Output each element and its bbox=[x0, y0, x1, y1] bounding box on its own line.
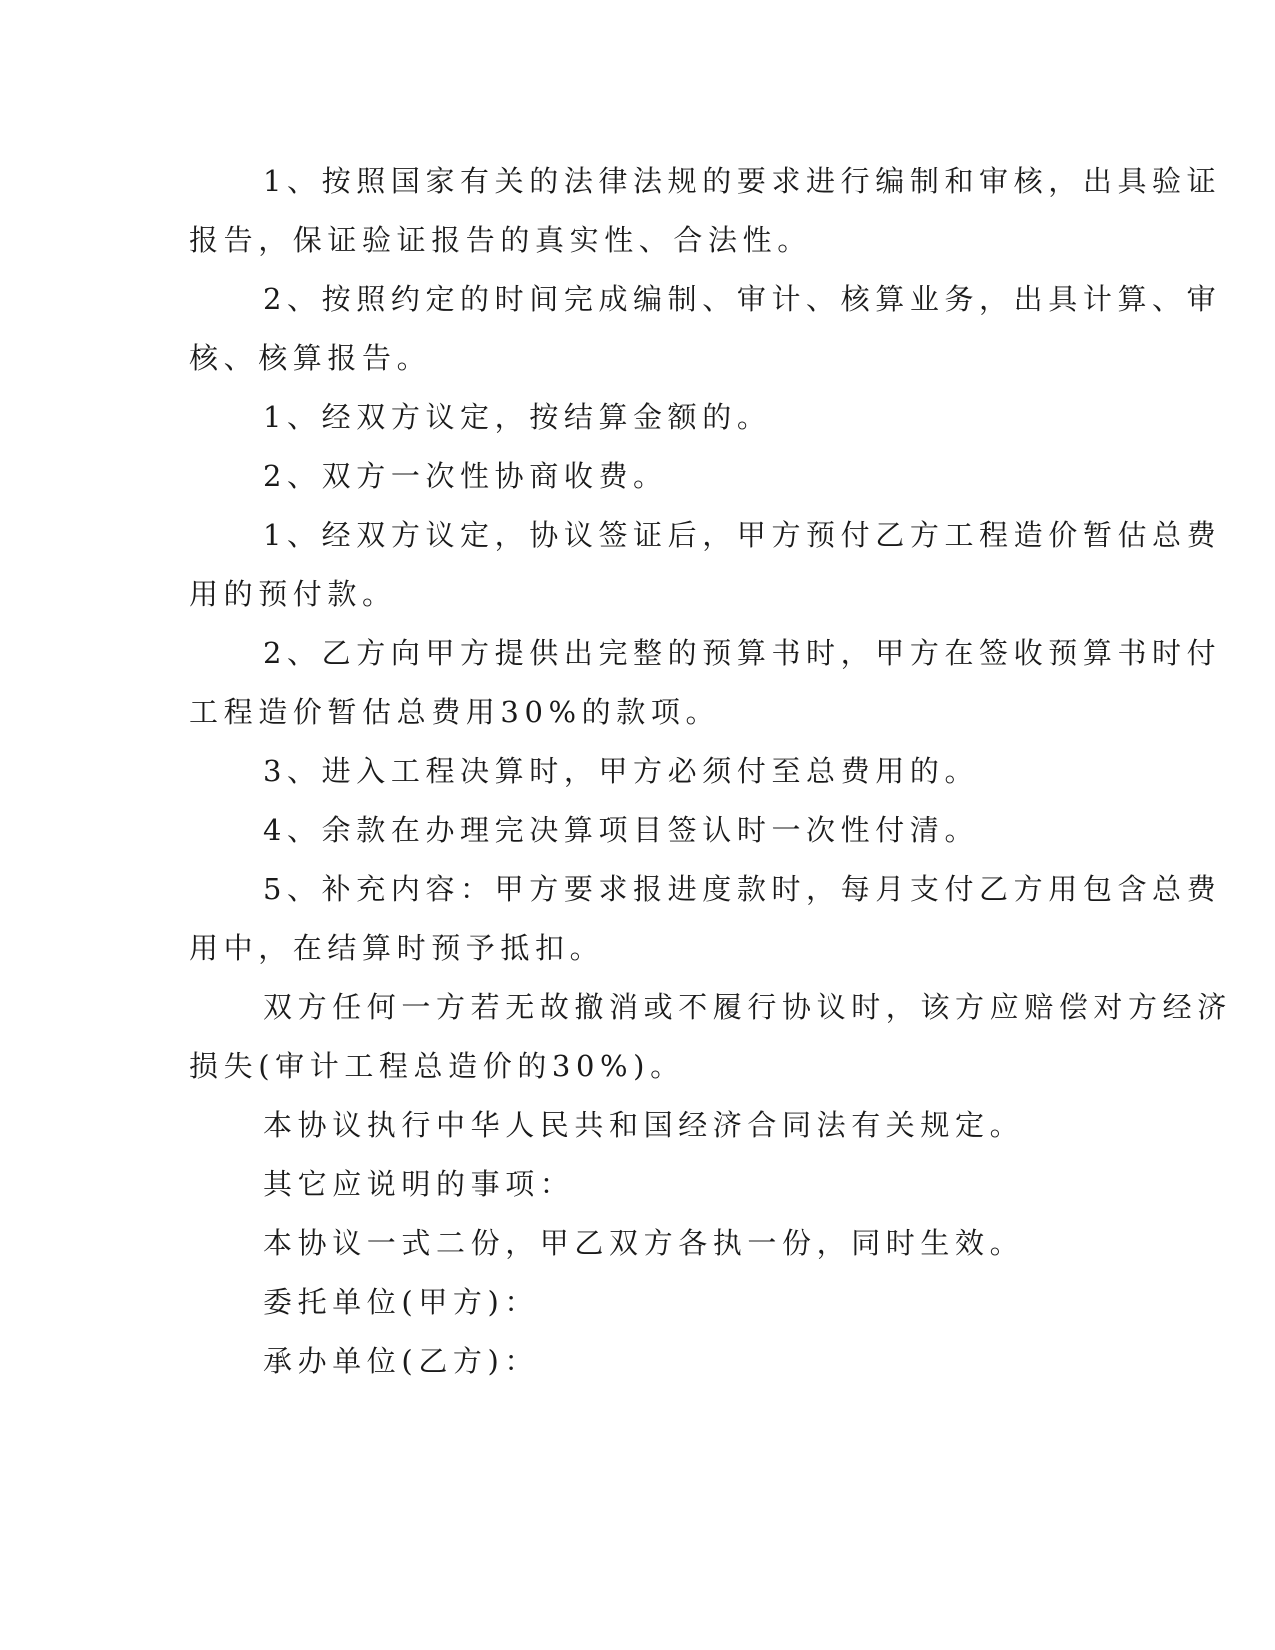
paragraph-6-line-1: 2、乙方向甲方提供出完整的预算书时，甲方在签收预算书时付 bbox=[263, 636, 1222, 670]
paragraph-13: 本协议一式二份，甲乙双方各执一份，同时生效。 bbox=[263, 1226, 1025, 1260]
paragraph-6-line-2: 工程造价暂估总费用30%的款项。 bbox=[189, 695, 721, 729]
party-a-label: 委托单位(甲方)： bbox=[263, 1285, 540, 1319]
paragraph-9-line-2: 用中，在结算时预予抵扣。 bbox=[189, 931, 605, 965]
paragraph-11: 本协议执行中华人民共和国经济合同法有关规定。 bbox=[263, 1108, 1025, 1142]
party-b-label: 承办单位(乙方)： bbox=[263, 1344, 540, 1378]
paragraph-1-line-2: 报告，保证验证报告的真实性、合法性。 bbox=[189, 223, 812, 257]
paragraph-12: 其它应说明的事项： bbox=[263, 1167, 575, 1201]
paragraph-1-line-1: 1、按照国家有关的法律法规的要求进行编制和审核，出具验证 bbox=[263, 164, 1222, 198]
paragraph-5-line-1: 1、经双方议定，协议签证后，甲方预付乙方工程造价暂估总费 bbox=[263, 518, 1222, 552]
paragraph-8: 4、余款在办理完决算项目签认时一次性付清。 bbox=[263, 813, 980, 847]
paragraph-2-line-1: 2、按照约定的时间完成编制、审计、核算业务，出具计算、审 bbox=[263, 282, 1222, 316]
paragraph-2-line-2: 核、核算报告。 bbox=[189, 341, 432, 375]
paragraph-3: 1、经双方议定，按结算金额的。 bbox=[263, 400, 772, 434]
paragraph-10-line-2: 损失(审计工程总造价的30%)。 bbox=[189, 1049, 685, 1083]
paragraph-9-line-1: 5、补充内容：甲方要求报进度款时，每月支付乙方用包含总费 bbox=[263, 872, 1222, 906]
paragraph-4: 2、双方一次性协商收费。 bbox=[263, 459, 668, 493]
paragraph-5-line-2: 用的预付款。 bbox=[189, 577, 397, 611]
paragraph-10-line-1: 双方任何一方若无故撤消或不履行协议时，该方应赔偿对方经济 bbox=[263, 990, 1232, 1024]
paragraph-7: 3、进入工程决算时，甲方必须付至总费用的。 bbox=[263, 754, 980, 788]
